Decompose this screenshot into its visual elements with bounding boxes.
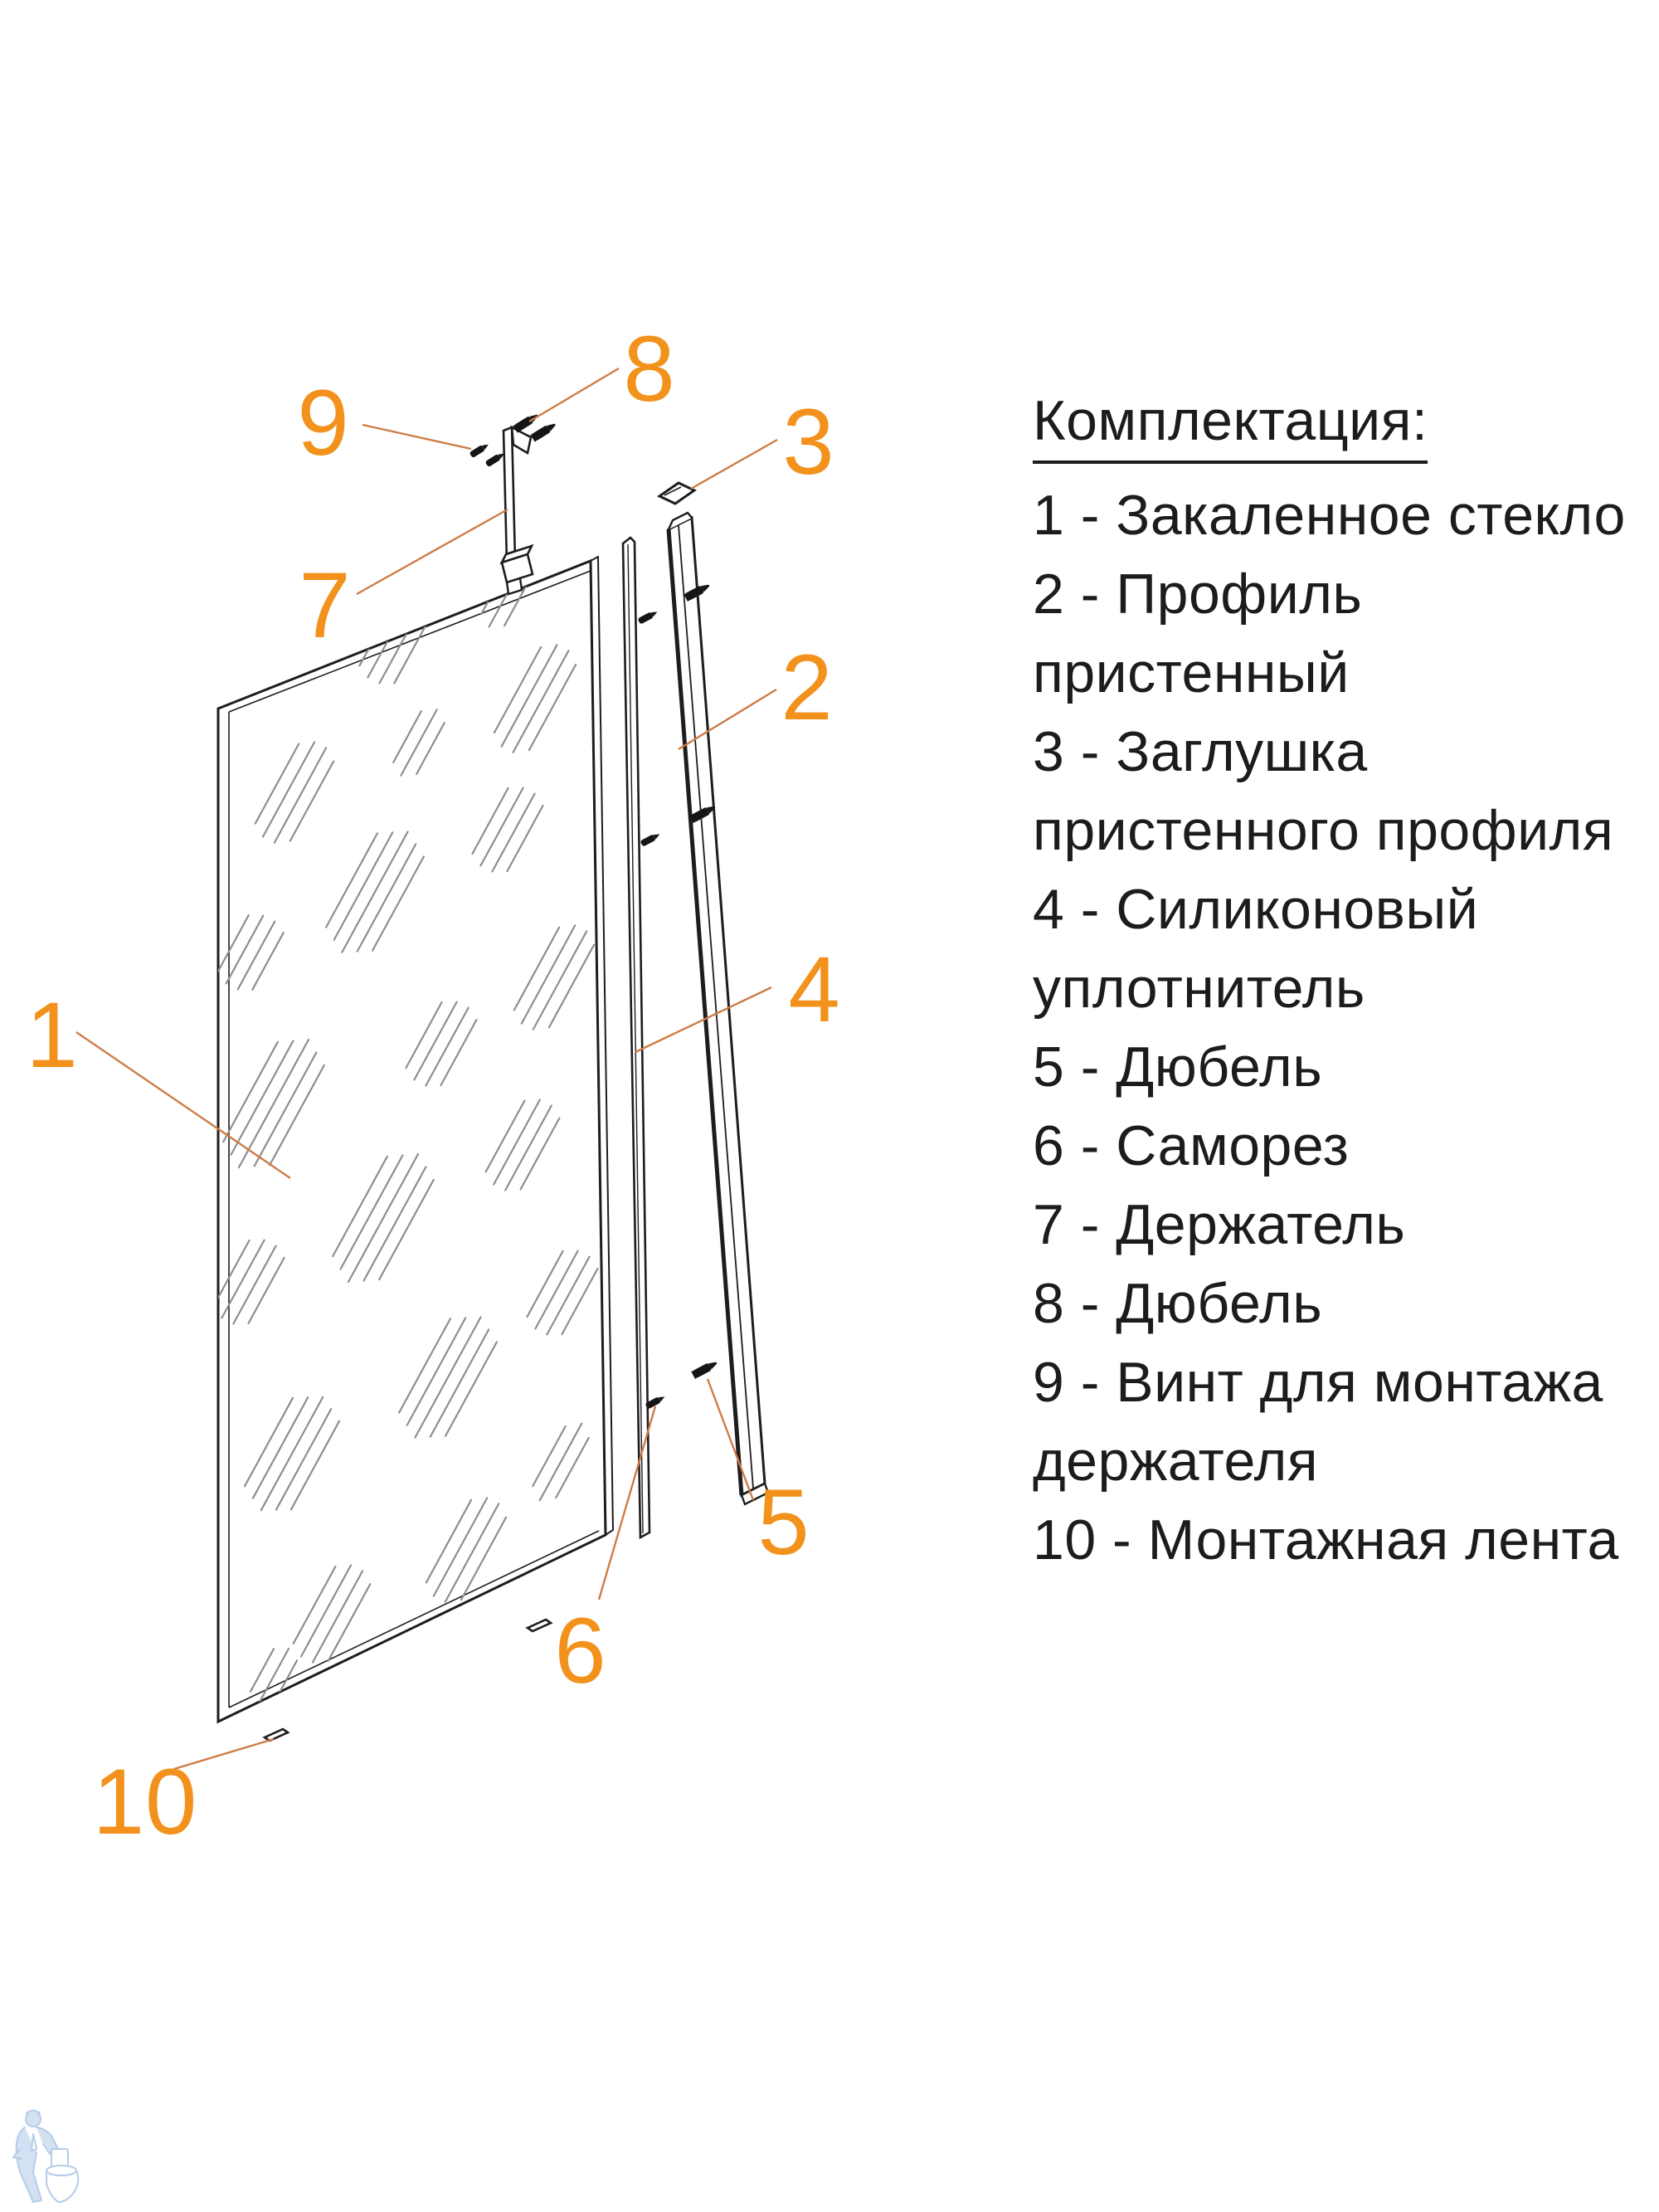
parts-list-line: уплотнитель — [1033, 957, 1365, 1020]
callout-9: 9 — [297, 371, 350, 475]
parts-list-line: пристенный — [1033, 641, 1350, 704]
screw-6b-icon — [640, 831, 661, 847]
parts-list-line: 9 - Винт для монтажа — [1033, 1351, 1603, 1414]
callout-1: 1 — [26, 983, 79, 1087]
parts-list-line: 2 - Профиль — [1033, 563, 1363, 626]
profile-end-cap — [659, 483, 694, 504]
parts-list-line: 5 - Дюбель — [1033, 1035, 1323, 1099]
callout-2: 2 — [781, 636, 834, 739]
callout-10: 10 — [92, 1750, 198, 1854]
parts-list-line: 3 - Заглушка — [1033, 720, 1368, 783]
parts-list-line: пристенного профиля — [1033, 799, 1614, 862]
callout-7: 7 — [299, 553, 352, 657]
screw-9a-icon — [469, 441, 490, 458]
glass-panel — [218, 553, 613, 1722]
callout-3: 3 — [782, 390, 835, 494]
screw-9b-icon — [485, 451, 506, 467]
parts-list-line: 4 - Силиконовый — [1033, 878, 1479, 941]
parts-list-line: держателя — [1033, 1430, 1319, 1493]
parts-list-line: 8 - Дюбель — [1033, 1272, 1323, 1335]
parts-list — [1033, 476, 1651, 1580]
screw-6a-icon — [637, 609, 659, 625]
callout-5: 5 — [757, 1470, 810, 1574]
dowel-8a-icon — [513, 412, 540, 432]
callout-6: 6 — [554, 1599, 607, 1703]
callout-4: 4 — [788, 938, 841, 1041]
dowel-8b-icon — [531, 421, 557, 441]
dowel-5c-icon — [692, 1359, 718, 1378]
parts-list-line: 6 - Саморез — [1033, 1114, 1350, 1177]
parts-list-title: Комплектация: — [1033, 382, 1428, 464]
callout-8: 8 — [623, 317, 676, 421]
watermark-logo — [8, 2106, 100, 2210]
tape-strip-bottom-left — [265, 1729, 288, 1741]
parts-list-line: 7 - Держатель — [1033, 1193, 1406, 1256]
parts-list-line: 10 - Монтажная лента — [1033, 1508, 1619, 1571]
parts-list-line: 1 - Закаленное стекло — [1033, 484, 1626, 547]
silicone-seal-strip — [623, 538, 649, 1537]
